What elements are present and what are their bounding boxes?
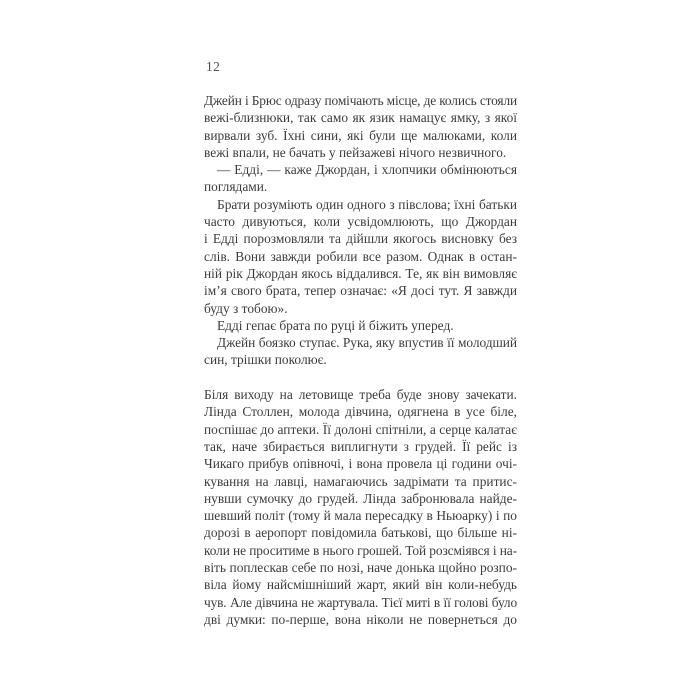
text-line: Едді гепає брата по руці й біжить уперед. — [217, 317, 454, 333]
text-line: — Едді, — каже Джордан, і хлопчики обмінюються — [217, 162, 517, 178]
page-number: 12 — [206, 59, 221, 74]
text-line: Джейн і Брюс одразу помічають місце, де колись стояли — [204, 93, 517, 108]
text-line: поглядами. — [204, 179, 268, 195]
text-line: часто дивуються, коли усвідомлюють, що Джордан — [204, 214, 517, 230]
text-line: поспішає до аптеки. Її долоні спітніли, а серце калатає — [204, 421, 517, 437]
text-line: кування на лавці, намагаючись задрімати та притис- — [204, 473, 517, 489]
text-line: вежі-близнюки, так само як язик намацує ямку, з якої — [204, 110, 517, 126]
text-line: ній рік Джордан якось віддалився. Те, як він вимовляє — [204, 265, 517, 281]
text-line: дві думки: по-перше, вона ніколи не повернеться до — [204, 611, 517, 627]
text-line: дорозі в аеропорт повідомила батькові, що більше ні- — [204, 525, 517, 541]
section-break — [204, 369, 517, 386]
text-line: так, наче збирається виплигнути з грудей. Її рейс із — [204, 438, 517, 454]
text-line: шевший політ (тому й мала пересадку в Ньюарку) і по — [204, 508, 517, 524]
text-column — [204, 92, 517, 628]
text-line: ім’я свого брата, тепер означає: «Я досі тут. Я завжди — [204, 283, 517, 299]
paragraph — [204, 196, 517, 317]
text-line: слів. Вони завжди робили все разом. Однак в остан- — [204, 248, 517, 264]
text-line: віла йому найсмішніший жарт, який він коли-небудь — [204, 577, 517, 593]
text-line: Джейн боязко ступає. Рука, яку впустив її молодший — [217, 335, 517, 351]
text-line: буду з тобою». — [204, 300, 288, 316]
text-line: і Едді порозмовляли та дійшли якогось висновку без — [204, 231, 517, 247]
paragraph — [204, 92, 517, 161]
text-line: Чикаго прибув опівночі, і вона провела ці години очі- — [204, 456, 517, 472]
text-line: Лінда Столлен, молода дівчина, одягнена в усе біле, — [204, 404, 517, 420]
paragraph — [204, 317, 517, 334]
paragraph — [204, 386, 517, 628]
paragraph — [204, 161, 517, 196]
text-line: коли не проситиме в нього грошей. Той розсміявся і на- — [204, 542, 517, 558]
paragraph — [204, 334, 517, 369]
text-line: Брати розуміють один одного з півслова; їхні батьки — [217, 196, 517, 212]
text-line: вирвали зуб. Їхні сини, які були ще малюками, коли — [204, 127, 517, 143]
text-line: нувши сумочку до грудей. Лінда забронювала найде- — [204, 490, 517, 506]
text-line: чув. Але дівчина не жартувала. Тієї миті в її голові було — [204, 594, 517, 610]
text-line: син, трішки поколює. — [204, 352, 327, 368]
text-line: вежі впали, не бачать у пейзажеві нічого незвичного. — [204, 144, 507, 160]
text-line: віть поплескав себе по нозі, наче донька щойно розпо- — [204, 560, 517, 576]
text-line: Біля виходу на летовище треба буде знову зачекати. — [204, 387, 517, 403]
